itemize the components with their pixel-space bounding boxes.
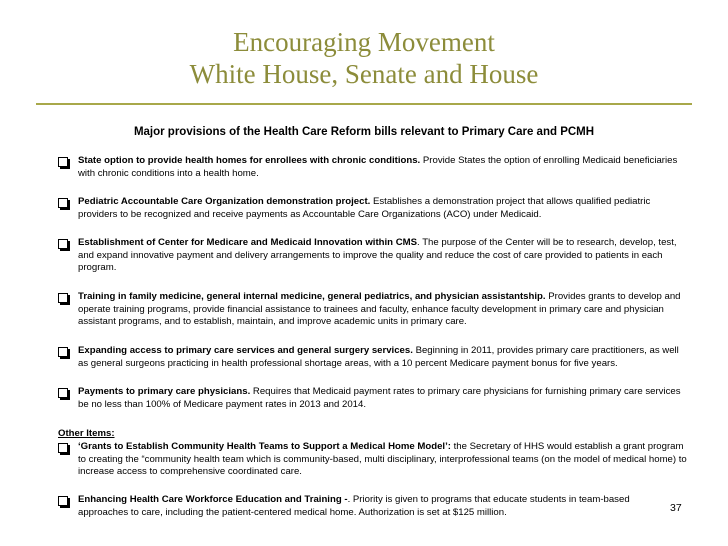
item-text: . The purpose of the Center will be to research, develop, test, and expand innovative payment and delivery arrangements to improve the quality and reduce the cost of care provided to patients in each program. (78, 237, 677, 274)
item-heading: Pediatric Accountable Care Organization demonstration project. (78, 196, 371, 207)
item-heading: Training in family medicine, general internal medicine, general pediatrics, and physician assistantship. (78, 291, 546, 302)
item-text: Provide States the option of enrolling Medicaid beneficiaries with chronic conditions into a health home. (78, 155, 678, 179)
checkbox-bullet-icon (58, 239, 68, 249)
checkbox-bullet-icon (58, 388, 68, 398)
list-item (78, 345, 690, 370)
item-text: Requires that Medicaid payment rates to primary care physicians for furnishing primary care services be no less than 100% of Medicare payment rates in 2013 and 2014. (78, 386, 681, 410)
checkbox-bullet-icon (58, 157, 68, 167)
list-item (78, 386, 690, 411)
item-text: the Secretary of HHS would establish a grant program to creating the “community health team which is community-based, multi disciplinary, interprofessional teams (on the model of medical home) to increase access to comprehensive coordinated care. (78, 441, 687, 478)
list-item (78, 155, 690, 180)
item-heading: ‘Grants to Establish Community Health Teams to Support a Medical Home Model’: (78, 441, 451, 452)
other-items-heading: Other Items: (58, 428, 115, 439)
slide-title-line-1: Encouraging Movement (233, 27, 495, 57)
checkbox-bullet-icon (58, 496, 68, 506)
list-item (78, 237, 690, 275)
title-divider (36, 103, 692, 105)
checkbox-bullet-icon (58, 443, 68, 453)
item-text: . Priority is given to programs that educate students in team-based approaches to care, including the patient-centered medical home. Authorization is set at $125 million. (78, 494, 630, 518)
checkbox-bullet-icon (58, 198, 68, 208)
slide-title-line-2: White House, Senate and House (189, 59, 539, 89)
item-heading: Expanding access to primary care services and general surgery services. (78, 345, 413, 356)
checkbox-bullet-icon (58, 293, 68, 303)
list-item (78, 494, 664, 519)
list-item (78, 441, 690, 479)
list-item (78, 196, 690, 221)
section-heading: Major provisions of the Health Care Reform bills relevant to Primary Care and PCMH (133, 126, 595, 138)
list-item (78, 291, 690, 329)
item-heading: Establishment of Center for Medicare and Medicaid Innovation within CMS (78, 237, 418, 248)
item-text: Beginning in 2011, provides primary care practitioners, as well as general surgeons practicing in health professional shortage areas, with a 10 percent Medicare payment bonus for five years. (78, 345, 679, 369)
item-heading: Enhancing Health Care Workforce Education and Training - (78, 494, 348, 505)
slide-title (0, 26, 728, 90)
item-text: Establishes a demonstration project that allows qualified pediatric providers to be recognized and receive payments as Accountable Care Organizations (ACO) under Medicaid. (78, 196, 651, 220)
checkbox-bullet-icon (58, 347, 68, 357)
item-heading: State option to provide health homes for enrollees with chronic conditions. (78, 155, 421, 166)
item-heading: Payments to primary care physicians. (78, 386, 251, 397)
item-text: Provides grants to develop and operate training programs, provide financial assistance to trainees and faculty, enhance faculty development in primary care and physician assistant programs, and to establish, maintain, and improve academic units in primary care. (78, 291, 681, 328)
page-number: 37 (670, 502, 682, 514)
